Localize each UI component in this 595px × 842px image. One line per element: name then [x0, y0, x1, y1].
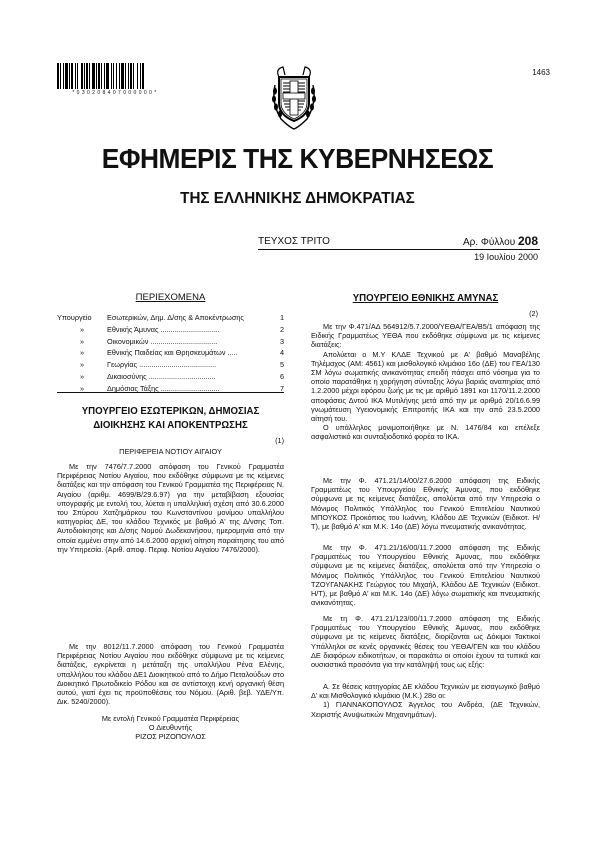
sheet-number-line [463, 234, 538, 248]
page-number: 1463 [532, 68, 550, 77]
decision-paragraph: Με την Φ. 471.21/14/00/27.6.2000 απόφαση της Ειδικής Γραμματέως του Υπουργείου Εθνικής Άμυνας, που εκδόθηκε σύμφωνα με τις κείμενες διατάξεις, απολύεται από την Υπηρεσία ο Μόνιμος Πολιτικός Υπάλληλος του Γενικού Επιτελείου Ναυτικού ΜΠΟΥΚΟΣ Προκόπιος του Ιωάννη, Κλάδου ΔΕ Τεχνικών (Ειδικοτ. Η/Τ), με βαθμό Α' και Μ.Κ. 14ο (ΔΕ) λόγω πνευματικής ανικανότητας. [311, 476, 540, 532]
section-number: (2) [529, 309, 538, 318]
toc-row: » Γεωργίας ...................................... 5 [79, 360, 284, 370]
signature-block: Με εντολή Γενικού Γραμματέα Περιφέρειας Ο Διευθυντής ΡΙΖΟΣ ΡΙΖΟΠΟΥΛΟΣ [101, 714, 240, 742]
toc-row: » Οικονομικών ................................. 3 [79, 336, 284, 346]
sheet-label: Αρ. Φύλλου [462, 237, 516, 248]
sheet-number: 208 [517, 234, 538, 248]
decision-block: Με την Φ.471/ΑΔ 564912/5.7.2000/ΥΕΘΑ/ΓΕΑ/Β5/1 απόφαση της Ειδικής Γραμματέως ΥΕΘΑ που εκδόθηκε σύμφωνα με τις κείμενες διατάξεις: Απολύεται ο Μ.Υ ΚΛΔΕ Τεχνικού με Α' βαθμό Μαναβέλης Τηλέμαχος (ΑΜ: 4561) και μισθολογικό κλιμάκιο 16ο (ΔΕ) του ΓΕΑ/130 ΣΜ λόγω σωματικής ανικανότητας επειδή πάσχει από νόσημα για το οποίο παρατάθηκε η χορήγηση σύνταξης λόγω βαριάς αναπηρίας από 1.2.2000 μέχρι εφόρου ζωής με τις με αριθμό 1891 και 1170/11.2.2000 αποφάσεις Δντού ΙΚΑ Μυτιλήνης μετά από την με αριθμό 20/16.6.99 γνωμάτευση Υγειονομικής Επιτροπής ΙΚΑ και την από 23.5.2000 αίτησή του. Ο υπάλληλος μονιμοποιήθηκε με Ν. 1476/84 και επέλεξε ασφαλιστικό και συνταξιοδοτικό φορέα το ΙΚΑ. [311, 322, 540, 442]
toc-row: » Δικαιοσύνης ................................. 6 [79, 371, 284, 381]
masthead-title: ΕΦΗΜΕΡΙΣ ΤΗΣ ΚΥΒΕΡΝΗΣΕΩΣ [101, 143, 494, 174]
section-divider [57, 392, 284, 393]
issue-series: ΤΕΥΧΟΣ ΤΡΙΤΟ [258, 236, 330, 247]
decision-paragraph: Με την 8012/11.7.2000 απόφαση του Γενικού Γραμματέα Περιφέρειας Νοτίου Αιγαίου που εκδόθηκε σύμφωνα με τις κείμενες διατάξεις, εγκρίνεται η μετάταξη της υπαλλήλου Ρένα Ελένης, υπαλλήλου του κλάδου ΔΕ1 Διοικητικού από το Δήμο Πεταλούδων στο Διοικητικό Πρωτοδικείο Ρόδου και σε αντίστοιχη κενή οργανική θέση αυτού, γιατί έχει τις προϋποθέσεις του Νόμου. (Αριθ. βεβ. ΥΔΕ/Υπ. Δικ. 5240/2000). [57, 642, 284, 707]
barcode-number: * 0 3 0 2 0 8 4 0 7 0 0 0 0 0 0 * [72, 90, 157, 96]
barcode [57, 63, 172, 89]
greek-coat-of-arms-icon [271, 63, 317, 131]
region-heading: ΠΕΡΙΦΕΡΕΙΑ ΝΟΤΙΟΥ ΑΙΓΑΙΟΥ [119, 447, 222, 456]
table-of-contents [57, 312, 284, 395]
toc-row: » Δημόσιας Τάξης ............................. 7 [79, 383, 284, 393]
masthead-subtitle: ΤΗΣ ΕΛΛΗΝΙΚΗΣ ΔΗΜΟΚΡΑΤΙΑΣ [180, 190, 415, 207]
toc-row: » Εθνικής Παιδείας και Θρησκευμάτων ..... 4 [79, 348, 284, 358]
appointment-list: Α. Σε θέσεις κατηγορίας ΔΕ κλάδου Τεχνικών με εισαγωγικό βαθμό Δ' και Μισθολογικό κλιμάκιο (Μ.Κ.) 28ο οι: 1) ΓΙΑΝΝΑΚΟΠΟΥΛΟΣ Άγγελος του Ανδρέα, (ΔΕ Τεχνικών, Χειριστής Ανυψωτικών Μηχανημάτων). [311, 682, 540, 719]
ministry-heading-defence: ΥΠΟΥΡΓΕΙΟ ΕΘΝΙΚΗΣ ΑΜΥΝΑΣ [352, 292, 499, 304]
section-number: (1) [275, 436, 284, 445]
header-rule [258, 249, 540, 250]
toc-heading: ΠΕΡΙΕΧΟΜΕΝΑ [135, 292, 206, 303]
ministry-heading-interior: ΥΠΟΥΡΓΕΙΟ ΕΣΩΤΕΡΙΚΩΝ, ΔΗΜΟΣΙΑΣ ΔΙΟΙΚΗΣΗΣ ΚΑΙ ΑΠΟΚΕΝΤΡΩΣΗΣ [81, 405, 260, 431]
issue-date: 19 Ιουλίου 2000 [474, 252, 538, 262]
decision-paragraph: Με την Φ. 471.21/16/00/11.7.2000 απόφαση της Ειδικής Γραμματέως του Υπουργείου Εθνικής Άμυνας, που εκδόθηκε σύμφωνα με τις κείμενες διατάξεις, απολύεται από την Υπηρεσία ο Μόνιμος Πολιτικός Υπάλληλος του Γενικού Επιτελείου Ναυτικού ΤΖΟΥΓΑΝΑΚΗΣ Γεώργιος του Μιχαήλ, Κλάδου ΔΕ Τεχνικών (Ειδικοτ. Η/Τ), με βαθμό Α' και Μ.Κ. 14ο (ΔΕ) λόγω σωματικής και πνευματικής ανικανότητας. [311, 543, 540, 608]
decision-paragraph: Με τη Φ. 471.21/123/00/11.7.2000 απόφαση της Ειδικής Γραμματέως του Υπουργείου Εθνικής Άμυνας, που εκδόθηκε σύμφωνα με τις κείμενες διατάξεις, διορίζονται ως Δόκιμοι Τακτικοί Υπάλληλοι σε κενές οργανικές θέσεις του ΥΕΘΑ/ΓΕΝ και του κλάδου ΔΕ διαφόρων ειδικοτήτων, οι παρακάτω οι οποίοι έχουν τα τυπικά και ουσιαστικά προσόντα για την κατάληψή τους ως εξής: [311, 614, 540, 670]
toc-row: » Εθνικής Άμυνας ............................. 2 [79, 324, 284, 334]
toc-row: Υπουργείο Εσωτερικών, Δημ. Δ/σης & Αποκέντρωσης 1 [57, 313, 284, 322]
decision-paragraph: Με την 7476/7.7.2000 απόφαση του Γενικού Γραμματέα Περιφέρειας Νοτίου Αιγαίου, που εκδόθηκε σύμφωνα με τις κείμενες διατάξεις και την απόφαση του Γενικού Γραμματέα της Περιφέρειας Ν. Αιγαίου (αριθμ. 4699/Β/29.6.97) για την μεταβίβαση εξουσίας υπογραφής με εντολή του, λύεται η υπαλληλική σχέση από 30.6.2000 του Σπύρου Χατζημάρκου του Κωνσταντίνου μονίμου υπαλλήλου κατηγορίας ΔΕ, του κλάδου Τεχνικός με βαθμό Α' της Δ/νσης Τοπ. Αυτοδιοίκησης και Δ/σης Νομού Δωδεκανήσου, ημερομηνία από την οποία εμμένει στην από 14.6.2000 αρχική αίτηση παραίτησης του από την Υπηρεσία. (Αριθ. αποφ. Περιφ. Νοτίου Αιγαίου 7476/2000). [57, 462, 284, 554]
